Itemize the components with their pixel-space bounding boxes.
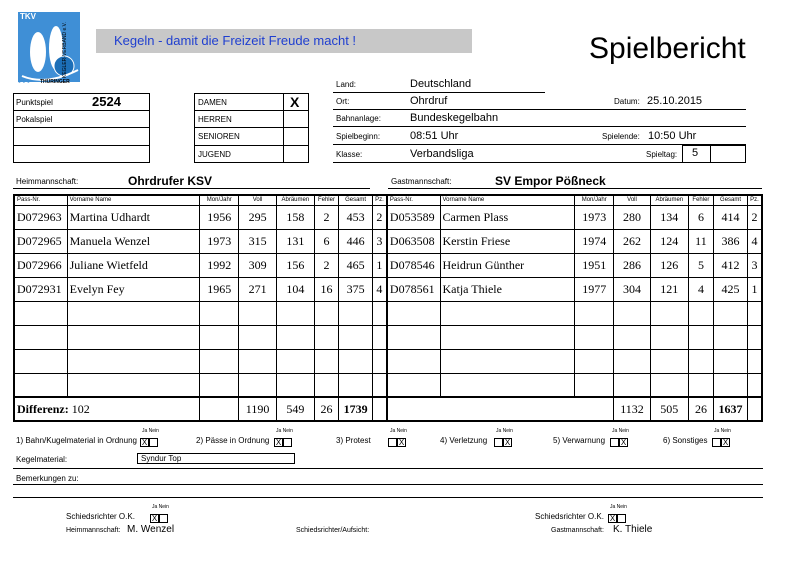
home-gesamt-cell: 453 [339, 205, 373, 229]
guest-fehler-cell: 4 [688, 277, 714, 301]
punktspiel-label: Punktspiel [16, 98, 53, 107]
ja-nein-label: Ja Nein [152, 504, 169, 510]
guest-year-cell: 1973 [575, 205, 614, 229]
home-sum-fehler: 26 [314, 397, 339, 421]
col-abr: Abräumen [276, 195, 314, 205]
home-gesamt-cell: 375 [339, 277, 373, 301]
home-pass-cell: D072963 [14, 205, 67, 229]
check-4-nein[interactable]: X [504, 438, 511, 448]
guest-pz-cell: 1 [747, 277, 762, 301]
guest-voll-cell [614, 325, 651, 349]
page-title: Spielbericht [589, 32, 746, 65]
home-fehler-cell [314, 301, 339, 325]
guest-sum-abr: 505 [650, 397, 688, 421]
table-row [14, 349, 762, 373]
col-abr: Abräumen [650, 195, 688, 205]
logo-footer: ● ● ● [18, 79, 30, 85]
home-fehler-cell: 2 [314, 253, 339, 277]
guest-fehler-cell [688, 373, 714, 397]
guest-fehler-cell [688, 349, 714, 373]
home-year-cell [200, 301, 239, 325]
klasse-label: Klasse: [336, 150, 363, 159]
check-6-nein[interactable]: X [722, 438, 729, 448]
guest-fehler-cell: 5 [688, 253, 714, 277]
guest-abr-cell [650, 349, 688, 373]
home-gesamt-cell [339, 349, 373, 373]
guest-voll-cell: 280 [614, 205, 651, 229]
home-sum-voll: 1190 [239, 397, 277, 421]
ort-value: Ohrdruf [410, 95, 448, 107]
home-pass-cell [14, 373, 67, 397]
guest-name-cell: Kerstin Friese [440, 229, 575, 253]
guest-pass-cell [387, 325, 440, 349]
home-team-name: Ohrdrufer KSV [128, 174, 213, 188]
home-fehler-cell: 2 [314, 205, 339, 229]
guest-voll-cell: 262 [614, 229, 651, 253]
home-pass-cell: D072966 [14, 253, 67, 277]
guest-gesamt-cell: 414 [714, 205, 748, 229]
guest-pz-cell [747, 373, 762, 397]
check-2-nein[interactable] [283, 438, 292, 447]
home-voll-cell [239, 325, 277, 349]
ja-nein-label: Ja Nein [714, 428, 731, 434]
ja-nein-label: Ja Nein [612, 428, 629, 434]
guest-referee-ok-nein[interactable] [617, 514, 626, 523]
ja-nein-label: Ja Nein [390, 428, 407, 434]
check-3-label: 3) Protest [336, 436, 371, 445]
guest-year-cell [575, 301, 614, 325]
guest-year-cell: 1974 [575, 229, 614, 253]
guest-voll-cell [614, 373, 651, 397]
home-abr-cell [276, 325, 314, 349]
home-pass-cell [14, 301, 67, 325]
check-3-nein[interactable]: X [398, 438, 405, 448]
home-pass-cell: D072931 [14, 277, 67, 301]
guest-pz-cell [747, 301, 762, 325]
kegelmaterial-value: Syndur Top [141, 454, 182, 463]
guest-voll-cell: 286 [614, 253, 651, 277]
home-name-cell [67, 301, 200, 325]
guest-abr-cell [650, 373, 688, 397]
guest-abr-cell [650, 301, 688, 325]
home-voll-cell: 315 [239, 229, 277, 253]
guest-abr-cell: 124 [650, 229, 688, 253]
difference-cell [14, 397, 200, 421]
pokalspiel-label: Pokalspiel [16, 115, 53, 124]
guest-abr-cell: 134 [650, 205, 688, 229]
table-row [14, 277, 762, 301]
table-row [14, 229, 762, 253]
guest-voll-cell [614, 301, 651, 325]
col-name: Vorname Name [67, 195, 200, 205]
guest-pz-cell: 4 [747, 229, 762, 253]
home-voll-cell [239, 301, 277, 325]
home-pz-cell: 3 [372, 229, 386, 253]
home-abr-cell [276, 373, 314, 397]
kegelmaterial-label: Kegelmaterial: [16, 455, 68, 464]
home-abr-cell: 104 [276, 277, 314, 301]
guest-abr-cell [650, 325, 688, 349]
check-6-label: 6) Sonstiges [663, 436, 708, 445]
guest-fehler-cell [688, 325, 714, 349]
check-1-ja[interactable]: X [141, 438, 148, 448]
check-3[interactable] [388, 434, 406, 452]
home-pz-cell [372, 373, 386, 397]
beginn-value: 08:51 Uhr [410, 130, 459, 142]
home-abr-cell: 131 [276, 229, 314, 253]
check-4[interactable] [494, 434, 512, 452]
category-herren: HERREN [198, 115, 232, 124]
ja-nein-label: Ja Nein [610, 504, 627, 510]
check-4-label: 4) Verletzung [440, 436, 488, 445]
guest-pz-cell: 2 [747, 205, 762, 229]
guest-gesamt-cell [714, 373, 748, 397]
home-pass-cell [14, 349, 67, 373]
col-year: Mon/Jahr [200, 195, 239, 205]
guest-year-cell: 1977 [575, 277, 614, 301]
guest-signature: K. Thiele [613, 524, 653, 535]
bemerkungen-label: Bemerkungen zu: [16, 474, 79, 483]
home-voll-cell: 271 [239, 277, 277, 301]
ende-label: Spielende: [602, 132, 640, 141]
home-fehler-cell: 16 [314, 277, 339, 301]
home-year-cell [200, 349, 239, 373]
home-pass-cell: D072965 [14, 229, 67, 253]
beginn-label: Spielbeginn: [336, 132, 381, 141]
home-abr-cell [276, 349, 314, 373]
col-gesamt: Gesamt [714, 195, 748, 205]
land-label: Land: [336, 80, 357, 89]
col-gesamt: Gesamt [339, 195, 373, 205]
home-year-cell: 1992 [200, 253, 239, 277]
home-gesamt-cell: 446 [339, 229, 373, 253]
home-voll-cell [239, 349, 277, 373]
home-year-cell: 1956 [200, 205, 239, 229]
logo-side-text: KEGLER-VERBAND e.V. [62, 22, 68, 78]
punktspiel-value: 2524 [92, 94, 121, 109]
guest-name-cell [440, 325, 575, 349]
guest-pz-cell [747, 325, 762, 349]
guest-name-cell: Carmen Plass [440, 205, 575, 229]
check-5-ja[interactable] [610, 438, 619, 447]
check-4-ja[interactable] [494, 438, 503, 447]
col-pz: Pz. [747, 195, 762, 205]
home-name-cell: Evelyn Fey [67, 277, 200, 301]
kegelmaterial-field[interactable] [137, 453, 295, 464]
guest-fehler-cell: 11 [688, 229, 714, 253]
category-damen-mark: X [290, 94, 300, 110]
home-pz-cell: 4 [372, 277, 386, 301]
table-row [14, 253, 762, 277]
guest-fehler-cell [688, 301, 714, 325]
home-voll-cell [239, 373, 277, 397]
home-gesamt-cell [339, 373, 373, 397]
home-pz-cell [372, 349, 386, 373]
home-referee-ok-ja[interactable]: X [151, 514, 158, 524]
home-fehler-cell [314, 373, 339, 397]
home-signature-label: Heimmannschaft: [66, 527, 121, 534]
check-5-label: 5) Verwarnung [553, 436, 606, 445]
col-pz: Pz. [372, 195, 386, 205]
category-senioren: SENIOREN [198, 132, 240, 141]
guest-pass-cell: D078546 [387, 253, 440, 277]
land-value: Deutschland [410, 78, 472, 90]
results-table [13, 194, 763, 422]
check-2-label: 2) Pässe in Ordnung [196, 436, 270, 445]
col-voll: Voll [614, 195, 651, 205]
home-gesamt-cell: 465 [339, 253, 373, 277]
check-1-label: 1) Bahn/Kugelmaterial in Ordnung [16, 436, 137, 445]
guest-pass-cell [387, 373, 440, 397]
col-fehler: Fehler [314, 195, 339, 205]
guest-team-label: Gastmannschaft: [391, 177, 452, 186]
logo-text: TKV [20, 12, 36, 21]
home-pz-cell [372, 301, 386, 325]
guest-abr-cell: 126 [650, 253, 688, 277]
category-jugend: JUGEND [198, 150, 231, 159]
klasse-value: Verbandsliga [410, 148, 474, 160]
ja-nein-label: Ja Nein [496, 428, 513, 434]
home-year-cell: 1973 [200, 229, 239, 253]
home-signature: M. Wenzel [127, 524, 175, 535]
difference-value: 102 [71, 401, 90, 416]
check-1[interactable] [140, 434, 158, 452]
home-sum-abr: 549 [276, 397, 314, 421]
guest-signature-label: Gastmannschaft: [551, 527, 604, 534]
check-1-nein[interactable] [149, 438, 158, 447]
ort-label: Ort: [336, 97, 350, 106]
guest-pass-cell [387, 349, 440, 373]
sum-row [14, 397, 762, 421]
spieltag-value: 5 [692, 147, 699, 159]
home-fehler-cell [314, 349, 339, 373]
logo [16, 10, 94, 88]
guest-referee-ok-ja[interactable]: X [609, 514, 616, 524]
bahnanlage-label: Bahnanlage: [336, 114, 381, 123]
table-row [14, 301, 762, 325]
guest-abr-cell: 121 [650, 277, 688, 301]
guest-year-cell [575, 373, 614, 397]
guest-pz-cell [747, 349, 762, 373]
guest-team-name: SV Empor Pößneck [495, 174, 606, 188]
referee-signature-label: Schiedsrichter/Aufsicht: [296, 527, 370, 534]
home-name-cell [67, 373, 200, 397]
home-fehler-cell [314, 325, 339, 349]
guest-voll-cell [614, 349, 651, 373]
home-gesamt-cell [339, 325, 373, 349]
home-name-cell: Martina Udhardt [67, 205, 200, 229]
home-sum-gesamt: 1739 [339, 397, 373, 421]
home-referee-ok-nein[interactable] [159, 514, 168, 523]
home-name-cell: Manuela Wenzel [67, 229, 200, 253]
guest-gesamt-cell [714, 325, 748, 349]
check-2-ja[interactable]: X [275, 438, 282, 448]
home-abr-cell [276, 301, 314, 325]
table-header-row [14, 195, 762, 205]
guest-pass-cell: D053589 [387, 205, 440, 229]
col-pass: Pass-Nr. [14, 195, 67, 205]
difference-label: Differenz: [17, 401, 69, 416]
check-5[interactable] [610, 434, 628, 452]
ja-nein-label: Ja Nein [142, 428, 159, 434]
home-referee-ok-label: Schiedsrichter O.K. [66, 512, 135, 521]
category-damen: DAMEN [198, 98, 227, 107]
col-name: Vorname Name [440, 195, 575, 205]
home-name-cell [67, 325, 200, 349]
guest-pass-cell: D078561 [387, 277, 440, 301]
col-voll: Voll [239, 195, 277, 205]
home-pass-cell [14, 325, 67, 349]
guest-gesamt-cell [714, 301, 748, 325]
guest-year-cell [575, 349, 614, 373]
home-year-cell [200, 373, 239, 397]
guest-name-cell: Heidrun Günther [440, 253, 575, 277]
check-6-ja[interactable] [712, 438, 721, 447]
bowling-logo-icon [16, 10, 94, 88]
logo-region: THÜRINGER [40, 79, 70, 85]
home-gesamt-cell [339, 301, 373, 325]
guest-gesamt-cell: 425 [714, 277, 748, 301]
guest-sum-gesamt: 1637 [714, 397, 748, 421]
home-fehler-cell: 6 [314, 229, 339, 253]
guest-name-cell: Katja Thiele [440, 277, 575, 301]
home-name-cell: Juliane Wietfeld [67, 253, 200, 277]
guest-gesamt-cell [714, 349, 748, 373]
check-2[interactable] [274, 434, 292, 452]
ja-nein-label: Ja Nein [276, 428, 293, 434]
guest-referee-ok-label: Schiedsrichter O.K. [535, 512, 604, 521]
ende-value: 10:50 Uhr [648, 130, 697, 142]
guest-name-cell [440, 349, 575, 373]
home-name-cell [67, 349, 200, 373]
home-pz-cell: 1 [372, 253, 386, 277]
col-fehler: Fehler [688, 195, 714, 205]
col-year: Mon/Jahr [575, 195, 614, 205]
check-3-ja[interactable] [388, 438, 397, 447]
home-pz-cell: 2 [372, 205, 386, 229]
table-row [14, 373, 762, 397]
spieltag-label: Spieltag: [646, 150, 678, 159]
guest-name-cell [440, 301, 575, 325]
slogan: Kegeln - damit die Freizeit Freude macht ! [114, 33, 357, 48]
table-row [14, 325, 762, 349]
home-abr-cell: 158 [276, 205, 314, 229]
home-abr-cell: 156 [276, 253, 314, 277]
col-pass: Pass-Nr. [387, 195, 440, 205]
home-team-label: Heimmannschaft: [16, 177, 79, 186]
bahnanlage-value: Bundeskegelbahn [410, 112, 499, 124]
guest-pass-cell: D063508 [387, 229, 440, 253]
guest-gesamt-cell: 386 [714, 229, 748, 253]
slogan-banner [96, 29, 472, 53]
guest-sum-voll: 1132 [614, 397, 651, 421]
home-voll-cell: 309 [239, 253, 277, 277]
home-pz-cell [372, 325, 386, 349]
datum-label: Datum: [614, 97, 640, 106]
home-year-cell: 1965 [200, 277, 239, 301]
home-year-cell [200, 325, 239, 349]
guest-pz-cell: 3 [747, 253, 762, 277]
check-5-nein[interactable]: X [620, 438, 627, 448]
table-row [14, 205, 762, 229]
guest-year-cell: 1951 [575, 253, 614, 277]
guest-voll-cell: 304 [614, 277, 651, 301]
guest-name-cell [440, 373, 575, 397]
guest-pass-cell [387, 301, 440, 325]
guest-sum-fehler: 26 [688, 397, 714, 421]
home-voll-cell: 295 [239, 205, 277, 229]
check-6[interactable] [712, 434, 730, 452]
guest-fehler-cell: 6 [688, 205, 714, 229]
guest-year-cell [575, 325, 614, 349]
datum-value: 25.10.2015 [647, 95, 703, 107]
guest-gesamt-cell: 412 [714, 253, 748, 277]
